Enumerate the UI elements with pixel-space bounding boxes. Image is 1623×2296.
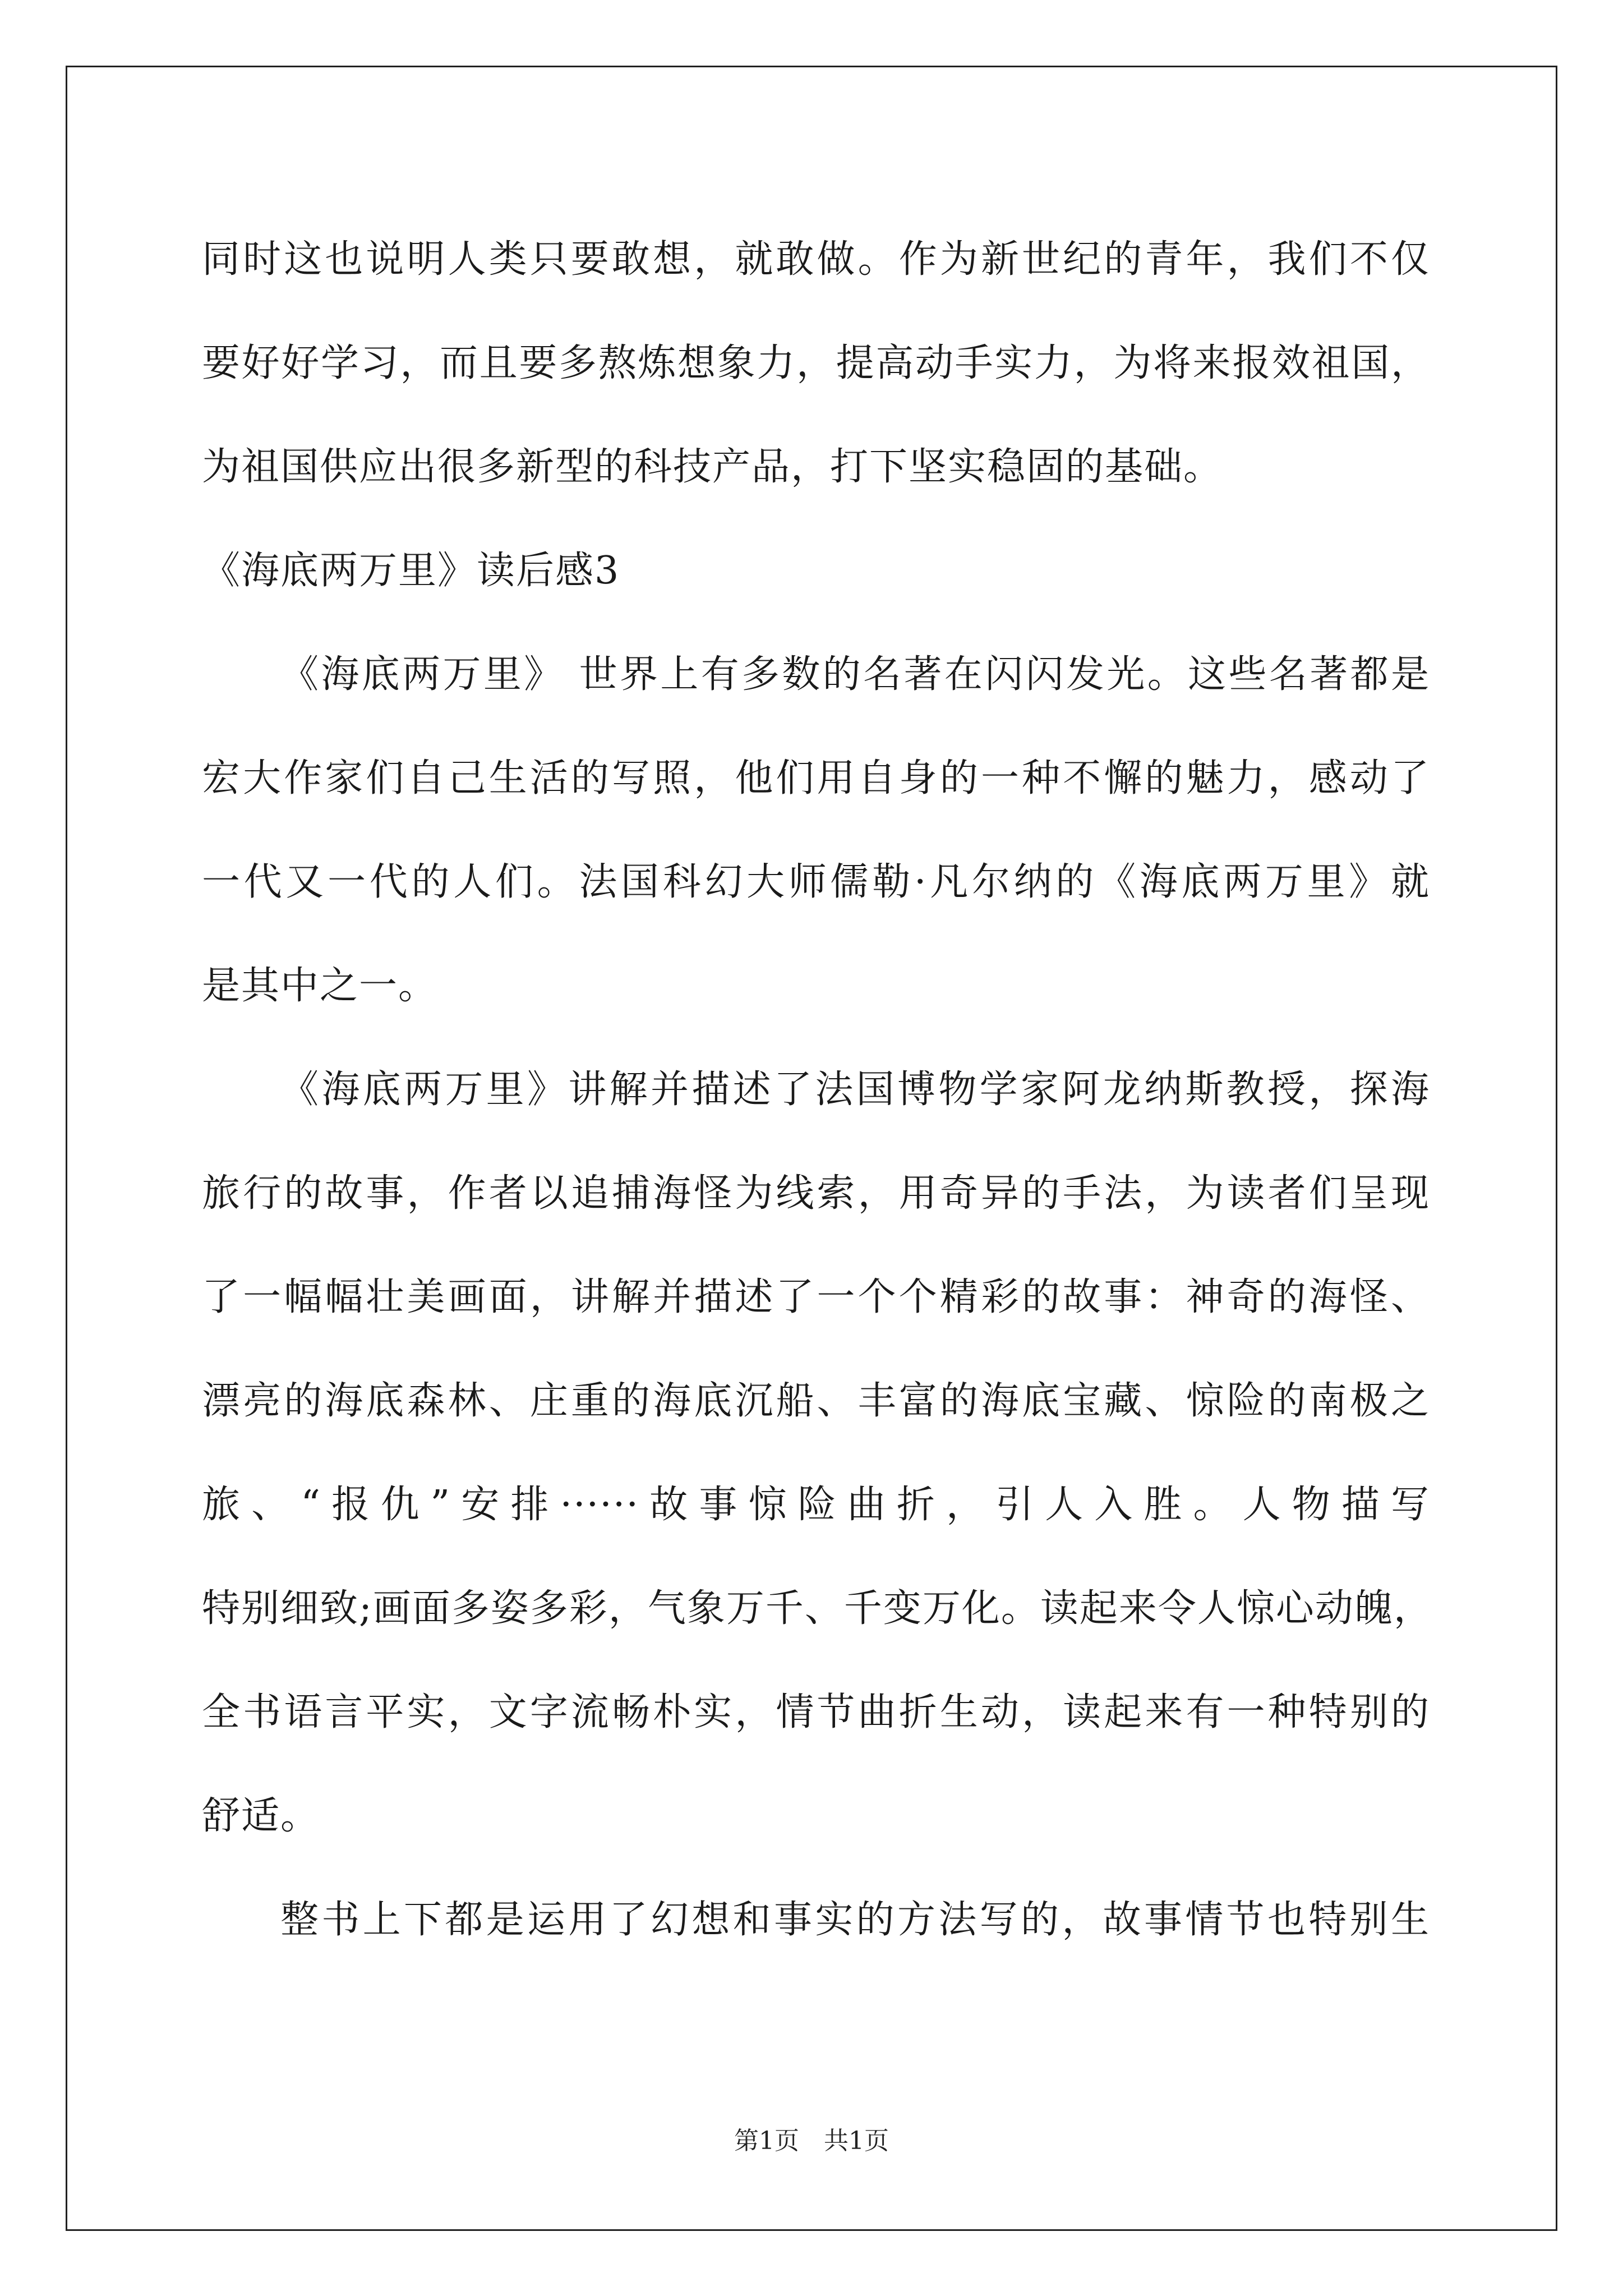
text-line: 漂亮的海底森林、庄重的海底沉船、丰富的海底宝藏、惊险的南极之 (202, 1379, 1430, 1423)
text-line: 特别细致;画面多姿多彩，气象万千、千变万化。读起来令人惊心动魄， (202, 1586, 1433, 1631)
text-line: 《海底两万里》讲解并描述了法国博物学家阿龙纳斯教授，探海 (280, 1068, 1430, 1112)
text-line: 同时这也说明人类只要敢想，就敢做。作为新世纪的青年，我们不仅 (202, 237, 1430, 282)
page-footer: 第1页 共1页 (734, 2127, 889, 2155)
text-line: 为祖国供应出很多新型的科技产品，打下坚实稳固的基础。 (202, 445, 1223, 489)
text-line: 旅行的故事，作者以追捕海怪为线索，用奇异的手法，为读者们呈现 (202, 1171, 1430, 1216)
text-line: 《海底两万里》读后感3 (202, 549, 620, 593)
text-line: 旅、“报仇”安排······故事惊险曲折，引人入胜。人物描写 (202, 1483, 1430, 1527)
document-body (202, 208, 1433, 1972)
text-line: 了一幅幅壮美画面，讲解并描述了一个个精彩的故事：神奇的海怪、 (202, 1275, 1430, 1319)
text-line: 舒适。 (202, 1794, 320, 1838)
text-line: 是其中之一。 (202, 964, 438, 1008)
text-line: 《海底两万里》 世界上有多数的名著在闪闪发光。这些名著都是 (280, 652, 1430, 697)
text-line: 全书语言平实，文字流畅朴实，情节曲折生动，读起来有一种特别的 (202, 1690, 1430, 1734)
text-line: 整书上下都是运用了幻想和事实的方法写的，故事情节也特别生 (280, 1898, 1430, 1942)
text-line: 一代又一代的人们。法国科幻大师儒勒·凡尔纳的《海底两万里》就 (202, 860, 1430, 904)
text-line: 要好好学习，而且要多熬炼想象力，提高动手实力，为将来报效祖国， (202, 341, 1430, 385)
text-line: 宏大作家们自己生活的写照，他们用自身的一种不懈的魅力，感动了 (202, 756, 1430, 800)
